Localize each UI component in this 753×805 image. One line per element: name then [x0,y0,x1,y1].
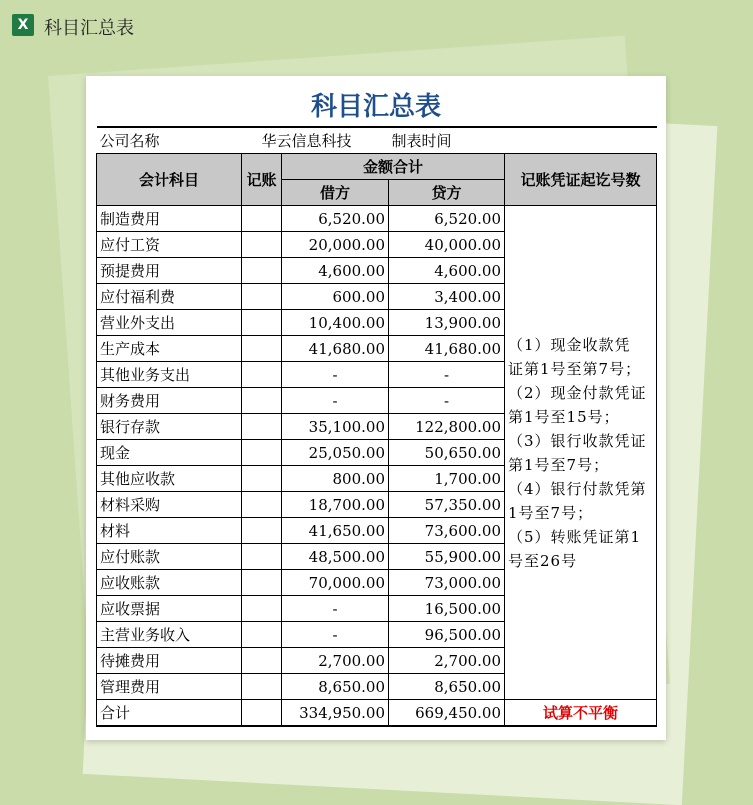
record-cell [242,440,282,466]
record-cell [242,648,282,674]
total-row [97,700,657,727]
subject-cell: 其他业务支出 [97,362,242,388]
record-cell [242,258,282,284]
header-debit: 借方 [282,180,389,206]
credit-cell: - [389,362,505,388]
debit-cell: - [282,596,389,622]
record-cell [242,414,282,440]
credit-cell: 6,520.00 [389,206,505,232]
subject-cell: 管理费用 [97,674,242,700]
title-bar [0,0,753,48]
subject-cell: 应收账款 [97,570,242,596]
credit-cell: 4,600.00 [389,258,505,284]
debit-cell: 70,000.00 [282,570,389,596]
credit-cell: 122,800.00 [389,414,505,440]
company-row [97,127,657,154]
header-subject: 会计科目 [97,154,242,206]
voucher-note-line: （3）银行收款凭证 [508,431,647,450]
credit-cell: 73,600.00 [389,518,505,544]
total-label: 合计 [97,700,242,727]
subject-cell: 营业外支出 [97,310,242,336]
subject-cell: 银行存款 [97,414,242,440]
voucher-note-line: 证第1号至第7号； [508,359,642,378]
credit-cell: 13,900.00 [389,310,505,336]
record-cell [242,310,282,336]
debit-cell: 2,700.00 [282,648,389,674]
voucher-note-line: （4）银行付款凭第 [508,479,647,498]
window-title: 科目汇总表 [44,18,134,39]
summary-table [96,126,657,727]
debit-cell: 18,700.00 [282,492,389,518]
credit-cell: 41,680.00 [389,336,505,362]
subject-cell: 预提费用 [97,258,242,284]
voucher-note-line: （1）现金收款凭 [508,335,631,354]
subject-cell: 现金 [97,440,242,466]
record-cell [242,232,282,258]
credit-cell: 50,650.00 [389,440,505,466]
voucher-note-line: 第1号至15号； [508,407,620,426]
credit-cell: 40,000.00 [389,232,505,258]
record-cell [242,206,282,232]
credit-cell: 57,350.00 [389,492,505,518]
voucher-note-line: （2）现金付款凭证 [508,383,647,402]
header-credit: 贷方 [389,180,505,206]
subject-cell: 材料 [97,518,242,544]
subject-cell: 主营业务收入 [97,622,242,648]
voucher-note-line: 1号至7号； [508,503,594,522]
company-name: 华云信息科技 [242,127,389,154]
credit-cell: 8,650.00 [389,674,505,700]
debit-cell: 8,650.00 [282,674,389,700]
company-label: 公司名称 [97,127,242,154]
total-debit: 334,950.00 [282,700,389,727]
record-cell [242,674,282,700]
record-cell [242,492,282,518]
header-voucher-range: 记账凭证起讫号数 [505,154,657,206]
balance-status: 试算不平衡 [505,700,657,727]
excel-file-icon: X [12,14,34,36]
subject-cell: 应付账款 [97,544,242,570]
header-row-1 [97,154,657,180]
subject-cell: 应付福利费 [97,284,242,310]
header-record: 记账 [242,154,282,206]
subject-cell: 财务费用 [97,388,242,414]
credit-cell: 73,000.00 [389,570,505,596]
record-cell [242,570,282,596]
voucher-note-line: 第1号至7号； [508,455,610,474]
voucher-note-line: 号至26号 [508,551,578,570]
voucher-note-line: （5）转账凭证第1 [508,527,642,546]
credit-cell: 16,500.00 [389,596,505,622]
table-row [97,206,657,232]
time-label: 制表时间 [389,127,657,154]
credit-cell: 55,900.00 [389,544,505,570]
credit-cell: - [389,388,505,414]
record-cell [242,518,282,544]
debit-cell: 35,100.00 [282,414,389,440]
subject-cell: 应收票据 [97,596,242,622]
header-amount-total: 金额合计 [282,154,505,180]
voucher-notes-cell [505,206,657,700]
debit-cell: - [282,622,389,648]
summary-sheet [86,76,666,740]
record-cell [242,284,282,310]
debit-cell: 41,650.00 [282,518,389,544]
record-cell [242,388,282,414]
credit-cell: 1,700.00 [389,466,505,492]
credit-cell: 2,700.00 [389,648,505,674]
sheet-title: 科目汇总表 [310,92,441,122]
subject-cell: 材料采购 [97,492,242,518]
subject-cell: 其他应收款 [97,466,242,492]
debit-cell: 20,000.00 [282,232,389,258]
debit-cell: 800.00 [282,466,389,492]
record-cell [242,596,282,622]
record-cell [242,362,282,388]
record-cell [242,544,282,570]
subject-cell: 制造费用 [97,206,242,232]
credit-cell: 3,400.00 [389,284,505,310]
debit-cell: - [282,362,389,388]
subject-cell: 生产成本 [97,336,242,362]
debit-cell: - [282,388,389,414]
debit-cell: 10,400.00 [282,310,389,336]
record-cell [242,466,282,492]
debit-cell: 25,050.00 [282,440,389,466]
record-cell [242,336,282,362]
subject-cell: 应付工资 [97,232,242,258]
record-cell [242,622,282,648]
debit-cell: 600.00 [282,284,389,310]
debit-cell: 41,680.00 [282,336,389,362]
total-record-cell [242,700,282,727]
debit-cell: 6,520.00 [282,206,389,232]
credit-cell: 96,500.00 [389,622,505,648]
total-credit: 669,450.00 [389,700,505,727]
subject-cell: 待摊费用 [97,648,242,674]
debit-cell: 4,600.00 [282,258,389,284]
debit-cell: 48,500.00 [282,544,389,570]
